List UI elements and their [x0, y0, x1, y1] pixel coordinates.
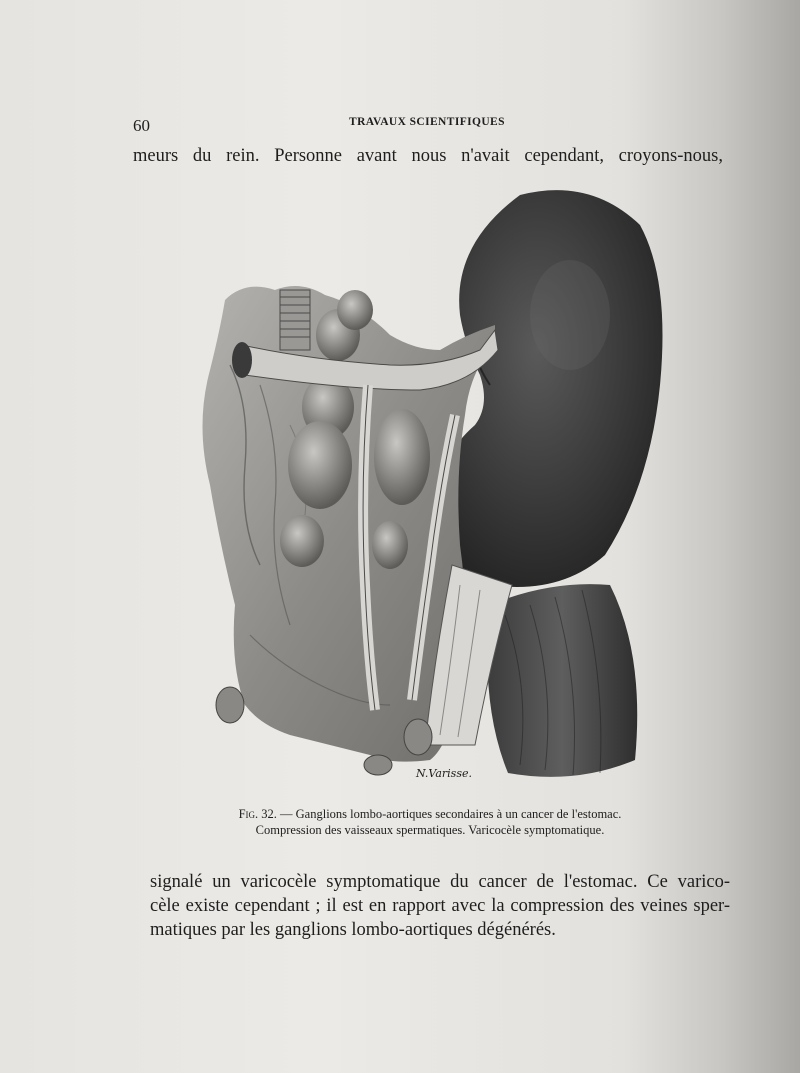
running-head — [133, 116, 723, 140]
aorta — [280, 290, 310, 350]
figure-caption-line-2: Compression des vaisseaux spermatiques. Varicocèle symptomatique. — [255, 823, 605, 837]
engraver-signature: N.Varisse. — [416, 767, 472, 780]
figure-32-illustration — [190, 185, 670, 785]
psoas-muscle — [487, 584, 637, 777]
running-title: TRAVAUX SCIENTIFIQUES — [349, 116, 505, 128]
body-text-line-2: cèle existe cependant ; il est en rapport avec la compression des veines sper- — [150, 896, 730, 916]
body-text-top-line: meurs du rein. Personne avant nous n'avait cependant, croyons-nous, — [133, 146, 723, 166]
body-text-line-3: matiques par les ganglions lombo-aortiques dégénérés. — [150, 920, 556, 940]
body-text-line-1: signalé un varicocèle symptomatique du cancer de l'estomac. Ce varico- — [150, 872, 730, 892]
figure-caption-line-1 — [150, 806, 710, 823]
page-number: 60 — [133, 116, 150, 135]
anatomical-engraving — [190, 185, 670, 785]
figure-label: Fig. 32. — [238, 807, 277, 821]
figure-caption-text-1: — Ganglions lombo-aortiques secondaires à un cancer de l'estomac. — [276, 807, 622, 821]
